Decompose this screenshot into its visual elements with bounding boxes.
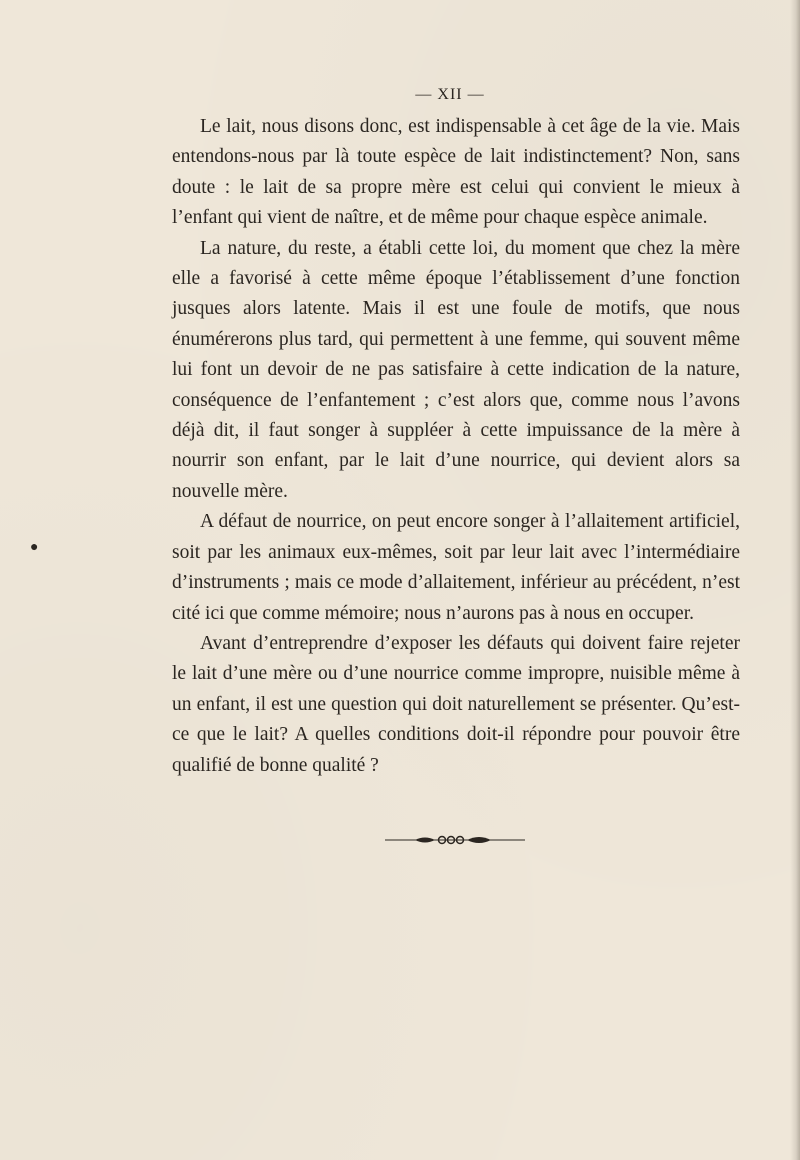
fleuron-divider-icon <box>385 832 525 848</box>
running-head-page-number: — XII — <box>415 86 485 103</box>
paragraph-3: A défaut de nourrice, on peut encore songer à l’allaitement artificiel, soit par les animaux eux-mêmes, soit par leur lait avec l’intermédiaire d’instruments ; mais ce mode d’allaitement, inférieur au précédent, n’est cité ici que comme mémoire; nous n’aurons pas à nous en occuper. <box>172 511 740 624</box>
paragraph-4: Avant d’entreprendre d’exposer les défauts qui doivent faire rejeter le lait d’une mère ou d’une nourrice comme impropre, nuisible même à un enfant, il est une question qui doit naturellement se présenter. Qu’est-ce que le lait? A quelles conditions doit-il répondre pour pouvoir être qualifié de bonne qualité ? <box>172 632 740 776</box>
body-text <box>172 112 740 781</box>
page-edge-shadow <box>790 0 800 1160</box>
paragraph-2: La nature, du reste, a établi cette loi, du moment que chez la mère elle a favorisé à cette même époque l’établissement d’une fonction jusques alors latente. Mais il est une foule de motifs, que nous énumérerons plus tard, qui permettent à une femme, qui souvent même lui font un devoir de ne pas satisfaire à cette indication de la nature, conséquence de l’enfantement ; c’est alors que, comme nous l’avons déjà dit, il faut songer à suppléer à cette impuissance de la mère à nourrir son enfant, par le lait d’une nourrice, qui devient alors sa nouvelle mère. <box>172 237 740 502</box>
margin-speck: ● <box>30 540 39 555</box>
paragraph-1: Le lait, nous disons donc, est indispensable à cet âge de la vie. Mais entendons-nous par là toute espèce de lait indistinctement? Non, sans doute : le lait de sa propre mère est celui qui convient le mieux à l’enfant qui vient de naître, et de même pour chaque espèce animale. <box>172 116 740 229</box>
